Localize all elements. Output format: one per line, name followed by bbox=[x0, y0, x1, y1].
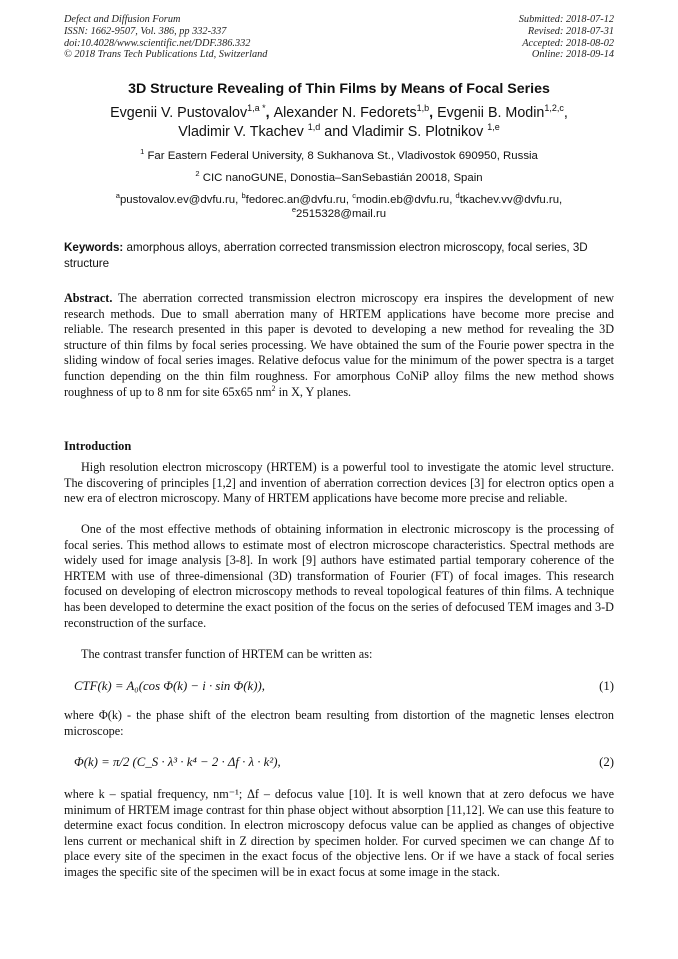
journal-doi: doi:10.4028/www.scientific.net/DDF.386.332 bbox=[64, 37, 251, 49]
equation-1-formula: CTF(k) = A₀(cos Φ(k) − i · sin Φ(k)), bbox=[74, 679, 265, 693]
email-link[interactable]: modin.eb@dvfu.ru, bbox=[355, 194, 456, 206]
intro-paragraph-5: where k – spatial frequency, nm⁻¹; Δf – defocus value [10]. It is well known that at zero defocus we have minimum of HRTEM image contrast for thin phase object without absorption [11,12]. We can use this feature to determine exact focus condition. In electron microscopy defocus value can be applied as changes of objective lens current or mechanical shift in Z direction by specimen holder. For curved specimen we can change Δf to place every site of the specimen in the exact focus of the objective lens. Or if we have a stack of focal series images the specific site of the specimen will be in exact focus at some image in the stack. bbox=[64, 787, 614, 879]
email-sup: c bbox=[352, 191, 356, 201]
publication-dates bbox=[519, 14, 614, 61]
author-list bbox=[40, 104, 638, 142]
keywords-label: Keywords: bbox=[64, 241, 124, 254]
affiliation-1 bbox=[0, 147, 678, 162]
intro-paragraph-1: High resolution electron microscopy (HRTEM) is a powerful tool to investigate the atomic level structure. The discovering of principles [1,2] and invention of aberration correction devices [3] for electron optics open a new era of electron microscopy. Many of HRTEM applications have become more precise and reliable. bbox=[64, 460, 614, 506]
email-link[interactable]: 2515328@mail.ru bbox=[296, 208, 387, 220]
date-revised: Revised: 2018-07-31 bbox=[527, 25, 614, 37]
date-submitted: Submitted: 2018-07-12 bbox=[518, 14, 614, 25]
journal-name: Defect and Diffusion Forum bbox=[64, 14, 181, 25]
author-sup: 1,b bbox=[416, 103, 430, 114]
paper-title: 3D Structure Revealing of Thin Films by Means of Focal Series bbox=[128, 81, 550, 97]
section-heading: Introduction bbox=[64, 439, 132, 453]
intro-paragraph-3: The contrast transfer function of HRTEM can be written as: bbox=[81, 647, 373, 661]
author-name: Vladimir S. Plotnikov bbox=[352, 124, 488, 140]
author-name: Evgenii B. Modin bbox=[437, 105, 545, 121]
journal-info bbox=[64, 14, 267, 61]
journal-issn: ISSN: 1662-9507, Vol. 386, pp 332-337 bbox=[64, 25, 227, 37]
equation-2-formula: Φ(k) = π/2 (C_S · λ³ · k⁴ − 2 · Δf · λ · k²), bbox=[74, 755, 281, 769]
author-separator: , bbox=[265, 105, 274, 121]
email-sup: d bbox=[455, 191, 460, 201]
intro-paragraph-4: where Φ(k) - the phase shift of the electron beam resulting from distortion of the magnetic lenses electron microscope: bbox=[64, 708, 614, 738]
affiliation-text: CIC nanoGUNE, Donostia–SanSebastián 20018, Spain bbox=[199, 172, 483, 184]
author-sup: 1,e bbox=[487, 122, 500, 133]
date-online: Online: 2018-09-14 bbox=[531, 49, 614, 61]
email-link[interactable]: tkachev.vv@dvfu.ru, bbox=[459, 194, 563, 206]
abstract bbox=[64, 291, 614, 400]
author-separator: , bbox=[563, 105, 568, 121]
author-separator: and bbox=[320, 124, 353, 140]
author-name: Evgenii V. Pustovalov bbox=[110, 105, 248, 121]
email-sup: e bbox=[291, 205, 297, 215]
abstract-text: The aberration corrected transmission electron microscopy era inspires the development of new research methods. Due to small aberration many of HRTEM applications have become more precise and reliable. The research presented in this paper is devoted to developing a new method for revealing the 3D structure of thin films by focal series processing. We have obtained the sum of the Fourie power spectra in the sliding window of focal series images. Relative defocus value for the minimum of the power spectra is a target function depending on the thin film roughness. For amorphous CoNiP alloy films the new method shows roughness of up to 8 nm for site 65x65 nm bbox=[64, 291, 614, 399]
email-sup: a bbox=[115, 191, 120, 201]
keywords bbox=[64, 240, 614, 271]
abstract-sup: 2 bbox=[271, 383, 276, 393]
affiliation-text: Far Eastern Federal University, 8 Sukhanova St., Vladivostok 690950, Russia bbox=[144, 150, 538, 162]
author-sup: 1,a * bbox=[247, 103, 266, 114]
equation-1-number: (1) bbox=[599, 679, 614, 693]
abstract-label: Abstract. bbox=[64, 291, 113, 305]
journal-copyright: © 2018 Trans Tech Publications Ltd, Switzerland bbox=[64, 49, 268, 61]
author-separator: , bbox=[429, 105, 438, 121]
email-link[interactable]: pustovalov.ev@dvfu.ru, bbox=[119, 194, 242, 206]
intro-paragraph-2: One of the most effective methods of obtaining information in electronic microscopy is the processing of focal series. This method allows to estimate most of electron microscope characteristics. Spectral methods are widely used for image analysis [3-8]. In work [9] authors have estimated partial temporary coherence of the HRTEM with use of three-dimensional (3D) transformation of Fourier (FT) of focal images. This research focused on developing of electron microscopy methods to reveal topological features of thin films. A technique has been developed to determine the exact position of the focus on the series of defocused TEM images and 3-D reconstruction of the surface. bbox=[64, 522, 614, 630]
affiliation-sup: 2 bbox=[195, 169, 200, 179]
affiliation-2 bbox=[0, 169, 678, 184]
author-sup: 1,d bbox=[307, 122, 321, 133]
email-link[interactable]: fedorec.an@dvfu.ru, bbox=[245, 194, 353, 206]
affiliation-sup: 1 bbox=[140, 147, 145, 157]
email-sup: b bbox=[241, 191, 246, 201]
keywords-text: amorphous alloys, aberration corrected transmission electron microscopy, focal series, 3D structure bbox=[64, 241, 588, 270]
equation-2-number: (2) bbox=[599, 755, 614, 769]
author-name: Alexander N. Fedorets bbox=[273, 105, 417, 121]
abstract-text-end: in X, Y planes. bbox=[275, 384, 352, 399]
author-sup: 1,2,c bbox=[544, 103, 564, 114]
email-list bbox=[64, 193, 614, 221]
author-name: Vladimir V. Tkachev bbox=[178, 124, 308, 140]
date-accepted: Accepted: 2018-08-02 bbox=[522, 37, 614, 49]
